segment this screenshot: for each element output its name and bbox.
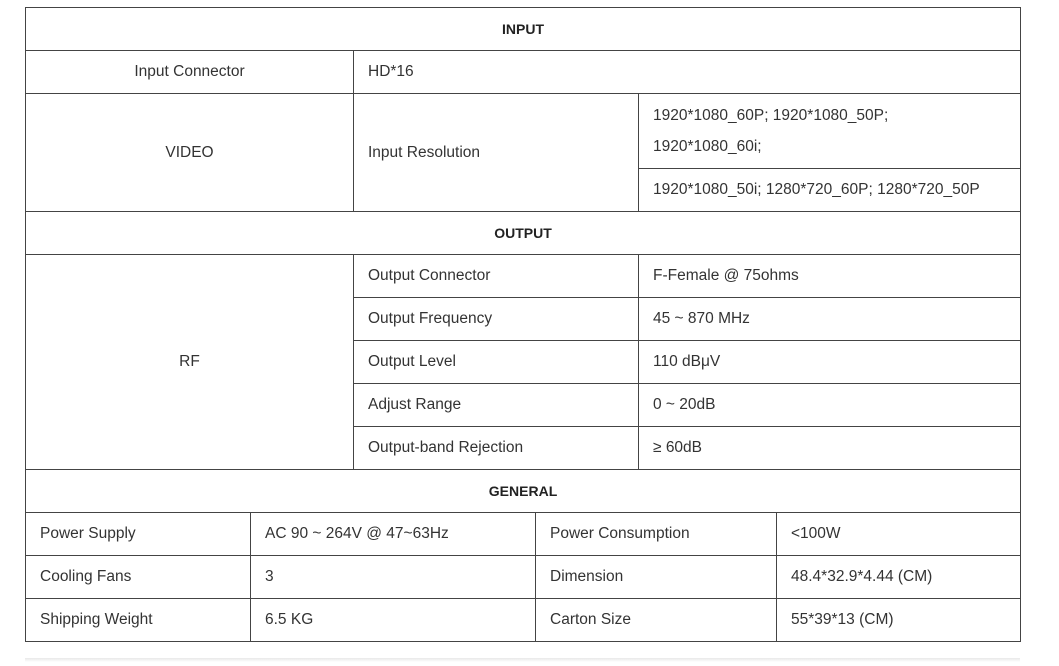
general-section-title: GENERAL [26, 470, 1021, 513]
output-section-title: OUTPUT [26, 212, 1021, 255]
general-value: 55*39*13 (CM) [777, 599, 1021, 642]
input-connector-row [26, 51, 1021, 94]
output-value: F-Female @ 75ohms [639, 255, 1021, 298]
output-label: Output-band Rejection [354, 427, 639, 470]
output-label: Output Frequency [354, 298, 639, 341]
general-value: 6.5 KG [251, 599, 536, 642]
general-value: 3 [251, 556, 536, 599]
spec-table [25, 7, 1021, 642]
resolution-line-1: 1920*1080_60P; 1920*1080_50P; [653, 107, 889, 124]
general-row [26, 556, 1021, 599]
output-label: Output Level [354, 341, 639, 384]
output-value: ≥ 60dB [639, 427, 1021, 470]
general-row [26, 513, 1021, 556]
output-value: 45 ~ 870 MHz [639, 298, 1021, 341]
video-label: VIDEO [26, 94, 354, 212]
general-value: 48.4*32.9*4.44 (CM) [777, 556, 1021, 599]
output-value: 0 ~ 20dB [639, 384, 1021, 427]
input-resolution-row [26, 94, 1021, 169]
general-header-row [26, 470, 1021, 513]
general-value: AC 90 ~ 264V @ 47~63Hz [251, 513, 536, 556]
general-row [26, 599, 1021, 642]
general-label: Shipping Weight [26, 599, 251, 642]
output-label: Output Connector [354, 255, 639, 298]
rf-label: RF [26, 255, 354, 470]
general-label: Dimension [536, 556, 777, 599]
input-resolution-label: Input Resolution [354, 94, 639, 212]
general-label: Power Consumption [536, 513, 777, 556]
general-label: Cooling Fans [26, 556, 251, 599]
input-header-row [26, 8, 1021, 51]
output-value: 110 dBμV [639, 341, 1021, 384]
general-label: Power Supply [26, 513, 251, 556]
bottom-shadow [25, 658, 1020, 662]
output-header-row [26, 212, 1021, 255]
input-section-title: INPUT [26, 8, 1021, 51]
resolution-line-3: 1920*1080_50i; 1280*720_60P; 1280*720_50P [639, 169, 1021, 212]
general-value: <100W [777, 513, 1021, 556]
input-resolution-values-1 [639, 94, 1021, 169]
general-label: Carton Size [536, 599, 777, 642]
input-connector-label: Input Connector [26, 51, 354, 94]
output-row [26, 255, 1021, 298]
input-connector-value: HD*16 [354, 51, 1021, 94]
resolution-line-2: 1920*1080_60i; [653, 138, 762, 155]
output-label: Adjust Range [354, 384, 639, 427]
